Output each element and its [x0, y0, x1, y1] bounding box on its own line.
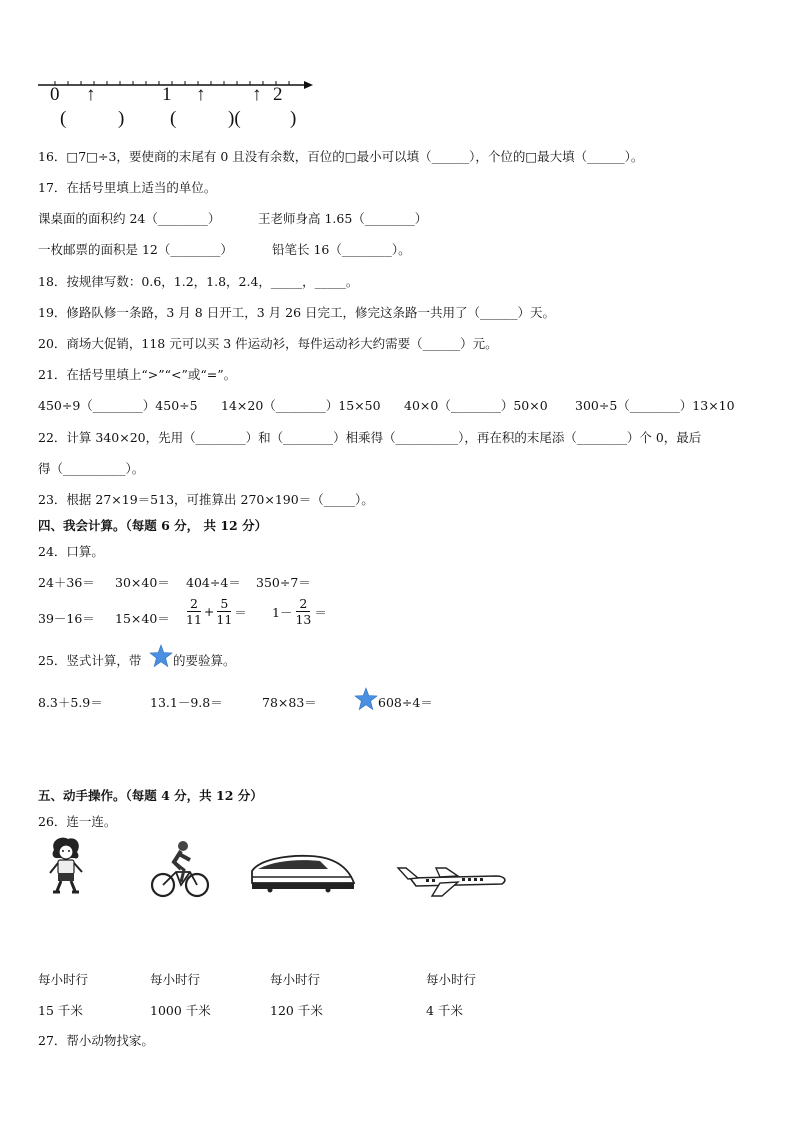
oral-calc-item: 30×40＝	[115, 575, 170, 590]
question-21-title: 21．在括号里填上“>”“<”或“=”。	[38, 367, 237, 382]
answer-paren: (	[60, 108, 67, 129]
written-calc-item: 608÷4＝	[378, 695, 433, 710]
equals-sign: ＝	[234, 604, 247, 620]
speed-label: 每小时行	[150, 972, 201, 987]
question-21-item: 40×0（________）50×0	[404, 398, 548, 413]
question-27: 27．帮小动物找家。	[38, 1033, 154, 1048]
written-calc-item: 13.1－9.8＝	[150, 695, 223, 710]
answer-paren: )(	[228, 108, 241, 129]
numerator: 5	[220, 596, 229, 611]
cyclist-picture	[150, 838, 210, 900]
high-speed-train-picture	[248, 853, 356, 893]
number-line-label-2: 2	[273, 84, 283, 105]
airplane-picture	[396, 860, 510, 900]
written-calc-item: 78×83＝	[262, 695, 317, 710]
oral-calc-item: 24＋36＝	[38, 575, 95, 590]
fraction	[295, 596, 311, 627]
denominator: 13	[295, 612, 312, 627]
section-5-heading: 五、动手操作。（每题 4 分，共 12 分）	[38, 788, 263, 803]
speed-value: 4 千米	[426, 1003, 463, 1018]
speed-label: 每小时行	[270, 972, 321, 987]
answer-paren: )	[290, 108, 297, 129]
fraction-addition	[186, 596, 247, 627]
question-20: 20．商场大促销，118 元可以买 3 件运动衫，每件运动衫大约需要（______）元。	[38, 336, 498, 351]
written-calc-item: 8.3＋5.9＝	[38, 695, 103, 710]
question-22-line2: 得（__________）。	[38, 461, 145, 476]
walking-girl-picture	[44, 836, 88, 896]
number-line-label-1: 1	[162, 84, 172, 105]
plus-sign: +	[203, 604, 215, 619]
question-21-item: 300÷5（________）13×10	[575, 398, 735, 413]
answer-paren: (	[170, 108, 177, 129]
question-18: 18．按规律写数：0.6，1.2，1.8，2.4，_____，_____。	[38, 274, 359, 289]
question-17-stamp-area: 一枚邮票的面积是 12（________）	[38, 242, 233, 257]
question-23: 23．根据 27×19＝513，可推算出 270×190＝（_____）。	[38, 492, 374, 507]
question-19: 19．修路队修一条路，3 月 8 日开工，3 月 26 日完工，修完这条路一共用了（______）天。	[38, 305, 556, 320]
answer-paren: )	[118, 108, 125, 129]
number-line-label-0: 0	[50, 84, 60, 105]
arrow-up-icon: ↑	[86, 84, 96, 105]
arrow-up-icon: ↑	[196, 84, 206, 105]
question-17-desk-area: 课桌面的面积约 24（________）	[38, 211, 221, 226]
numerator: 2	[299, 596, 308, 611]
fraction-subtraction	[272, 596, 327, 627]
question-25-title-b: 的要验算。	[173, 653, 236, 668]
oral-calc-item: 350÷7＝	[256, 575, 311, 590]
question-21-item: 14×20（________）15×50	[221, 398, 381, 413]
question-25-title-a: 25．竖式计算，带	[38, 653, 142, 668]
speed-value: 15 千米	[38, 1003, 83, 1018]
question-22-line1: 22．计算 340×20，先用（________）和（________）相乘得（__________），再在积的末尾添（________）个 0，最后	[38, 430, 702, 445]
question-21-item: 450÷9（________）450÷5	[38, 398, 198, 413]
speed-value: 1000 千米	[150, 1003, 211, 1018]
star-icon	[149, 644, 173, 668]
denominator: 11	[186, 612, 202, 627]
arrow-up-icon: ↑	[252, 84, 262, 105]
star-icon	[354, 687, 378, 711]
question-24-title: 24．口算。	[38, 544, 104, 559]
fraction	[216, 596, 232, 627]
section-4-heading: 四、我会计算。（每题 6 分， 共 12 分）	[38, 518, 268, 533]
oral-calc-item: 404÷4＝	[186, 575, 241, 590]
fraction	[186, 596, 202, 627]
speed-label: 每小时行	[426, 972, 477, 987]
speed-value: 120 千米	[270, 1003, 323, 1018]
oral-calc-item: 39－16＝	[38, 611, 95, 626]
denominator: 11	[216, 612, 233, 627]
question-26-title: 26．连一连。	[38, 814, 117, 829]
question-17-pencil-length: 铅笔长 16（________）。	[272, 242, 411, 257]
oral-calc-item: 15×40＝	[115, 611, 170, 626]
question-16: 16．□7□÷3，要使商的末尾有 0 且没有余数，百位的□最小可以填（______），个位的□最大填（______）。	[38, 149, 644, 164]
equals-sign: ＝	[314, 604, 327, 620]
one-minus: 1－	[272, 604, 293, 620]
question-17-teacher-height: 王老师身高 1.65（________）	[258, 211, 428, 226]
speed-label: 每小时行	[38, 972, 89, 987]
numerator: 2	[189, 596, 198, 611]
question-17-title: 17．在括号里填上适当的单位。	[38, 180, 217, 195]
